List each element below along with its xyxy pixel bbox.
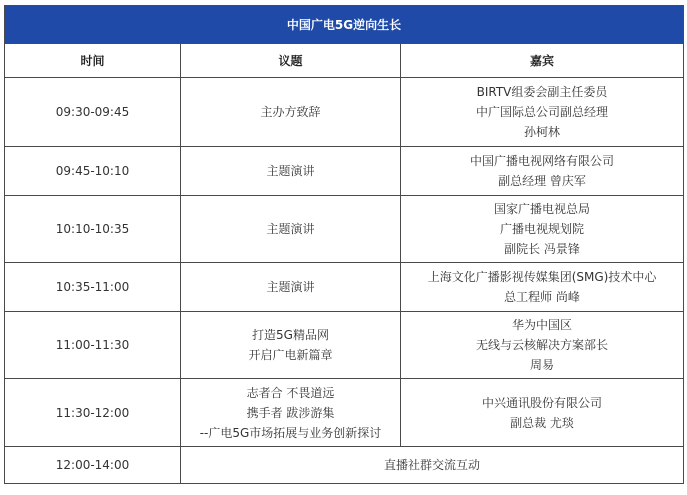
topic-line: 携手者 跋涉游集	[246, 405, 335, 420]
table-title: 中国广电5G逆向生长	[5, 6, 684, 44]
guest-line: 总工程师 尚峰	[504, 290, 580, 304]
topic-line: --广电5G市场拓展与业务创新探讨	[199, 425, 382, 440]
guest-line: 上海文化广播影视传媒集团(SMG)技术中心	[427, 270, 657, 284]
time-cell: 12:00-14:00	[5, 447, 181, 484]
time-cell: 09:45-10:10	[5, 147, 181, 196]
topic-line: 主题演讲	[266, 280, 315, 294]
topic-line: 开启广电新篇章	[248, 348, 333, 362]
guest-line: 副总裁 尤琰	[510, 415, 574, 430]
topic-cell	[181, 196, 401, 263]
guest-line: 中国广播电视网络有限公司	[470, 154, 615, 168]
table-row	[5, 447, 684, 484]
title-row	[5, 6, 684, 44]
topic-line: 志者合 不畏道远	[246, 385, 335, 400]
guest-line: 中广国际总公司副总经理	[476, 105, 609, 119]
guest-cell	[401, 312, 684, 379]
time-cell: 10:10-10:35	[5, 196, 181, 263]
guest-line: 副院长 冯景锋	[504, 242, 580, 256]
guest-line: 孙柯林	[524, 125, 561, 139]
guest-line: 国家广播电视总局	[494, 202, 591, 216]
guest-cell	[401, 263, 684, 312]
guest-cell	[401, 379, 684, 447]
topic-line: 主办方致辞	[260, 105, 321, 119]
table-row	[5, 312, 684, 379]
guest-line: BIRTV组委会副主任委员	[476, 85, 608, 99]
guest-line: 副总经理 曾庆军	[498, 174, 586, 188]
guest-line: 广播电视规划院	[500, 222, 585, 236]
topic-cell	[181, 379, 401, 447]
table-row	[5, 147, 684, 196]
header-row	[5, 44, 684, 78]
table-row	[5, 196, 684, 263]
time-cell: 10:35-11:00	[5, 263, 181, 312]
header-topic: 议题	[181, 44, 401, 78]
topic-cell	[181, 78, 401, 147]
topic-cell	[181, 312, 401, 379]
topic-line: 主题演讲	[266, 222, 315, 236]
topic-cell	[181, 147, 401, 196]
time-cell: 11:00-11:30	[5, 312, 181, 379]
table-row	[5, 263, 684, 312]
guest-line: 中兴通讯股份有限公司	[482, 395, 603, 410]
topic-line: 打造5G精品网	[252, 328, 329, 342]
topic-cell	[181, 263, 401, 312]
guest-cell	[401, 78, 684, 147]
table-row	[5, 78, 684, 147]
header-time: 时间	[5, 44, 181, 78]
topic-line: 主题演讲	[266, 164, 315, 178]
merged-cell: 直播社群交流互动	[181, 447, 684, 484]
time-cell: 09:30-09:45	[5, 78, 181, 147]
guest-cell	[401, 147, 684, 196]
guest-line: 周易	[530, 358, 555, 372]
guest-cell	[401, 196, 684, 263]
time-cell: 11:30-12:00	[5, 379, 181, 447]
table-row	[5, 379, 684, 447]
header-guest: 嘉宾	[401, 44, 684, 78]
guest-line: 无线与云核解决方案部长	[476, 338, 609, 352]
guest-line: 华为中国区	[512, 318, 573, 332]
agenda-table	[4, 5, 684, 484]
